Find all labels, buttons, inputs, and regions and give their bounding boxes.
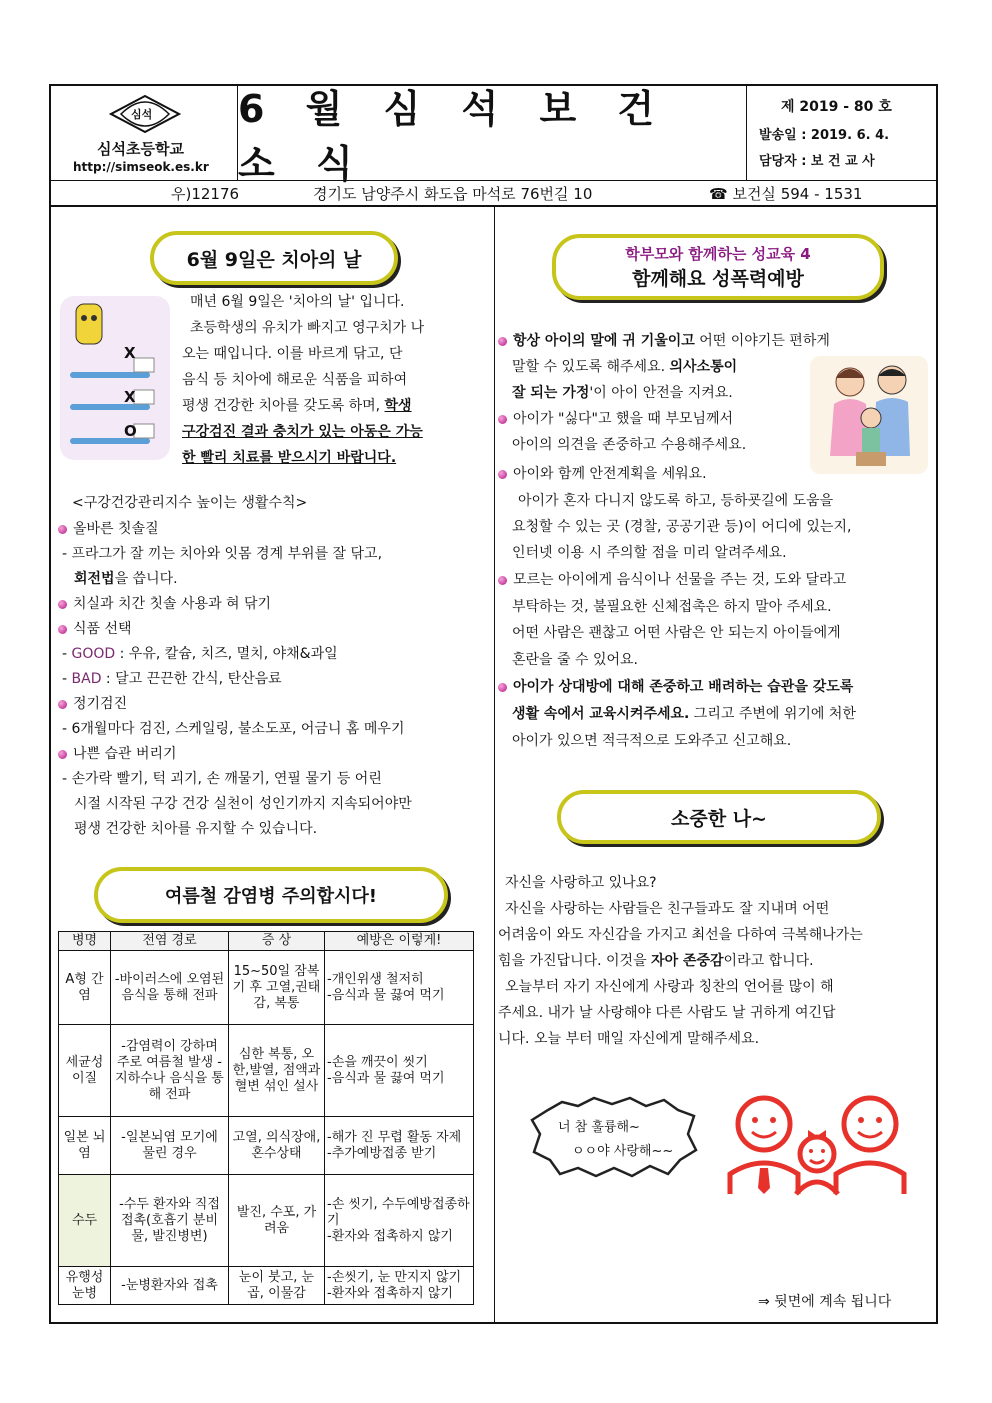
safety-line-12: 어떤 사람은 괜찮고 어떤 사람은 안 되는지 아이들에게 <box>512 625 841 641</box>
safety-line-15-rest: 그리고 주변에 위기에 처한 <box>689 706 856 722</box>
bullet-icon <box>58 525 67 534</box>
disease-table <box>58 931 474 1305</box>
column-divider <box>494 206 495 1324</box>
toothbrush-illustration <box>60 296 170 460</box>
school-url[interactable]: http://simseok.es.kr <box>73 160 209 174</box>
rule-1-end: 을 씁니다. <box>114 571 178 587</box>
rule-5-text-1: - 손가락 빨기, 턱 괴기, 손 깨물기, 연필 물기 등 어린 <box>62 771 382 787</box>
prevention-2: -음식과 물 끓여 먹기 <box>327 1070 445 1086</box>
teeth-intro-3: 오는 때입니다. 이를 바르게 닦고, 단 <box>182 346 403 362</box>
teeth-intro-5 <box>182 393 412 419</box>
disease-prevention <box>325 1175 474 1267</box>
newsletter-title: 6 월 심 석 보 건 소 식 <box>238 87 669 186</box>
teeth-intro-2: 초등학생의 유치가 빠지고 영구치가 나 <box>190 320 425 336</box>
safety-line-2-bold: 의사소통이 <box>669 359 738 375</box>
table-row <box>59 951 474 1025</box>
col-route: 전염 경로 <box>111 932 229 951</box>
prevention-2: -음식과 물 끓여 먹기 <box>327 987 445 1003</box>
rule-5 <box>58 741 177 767</box>
issue-date: 발송일 : 2019. 6. 4. <box>759 128 890 143</box>
prevention-2: -환자와 접촉하지 않기 <box>327 1285 453 1301</box>
prevention-1: -해가 진 무렵 활동 자제 <box>327 1129 462 1145</box>
rule-2-label: 치실과 치간 칫솔 사용과 혀 닦기 <box>73 596 272 612</box>
safety-line-7: 아이가 혼자 다니지 않도록 하고, 등하굣길에 도움을 <box>518 493 834 509</box>
summer-heading-box <box>94 867 448 923</box>
issue-author: 담당자 : 보 건 교 사 <box>759 154 875 169</box>
phone-number: ☎ 보건실 594 - 1531 <box>709 185 863 203</box>
precious-p4 <box>498 948 814 974</box>
safety-line-5: 아이의 의견을 존중하고 수용해주세요. <box>512 437 747 453</box>
bullet-icon <box>498 470 507 479</box>
school-logo-cell <box>51 86 238 180</box>
rule-4-text: - 6개월마다 검진, 스케일링, 불소도포, 어금니 홈 메우기 <box>62 721 405 737</box>
teeth-intro-underline-2: 구강검진 결과 충치가 있는 아동은 가능 <box>182 424 423 440</box>
safety-line-4 <box>498 406 733 432</box>
teeth-intro-4: 음식 등 치아에 해로운 식품을 피하여 <box>182 372 408 388</box>
disease-route: -일본뇌염 모기에 물린 경우 <box>111 1117 229 1175</box>
precious-p4-c: 이라고 합니다. <box>723 953 814 969</box>
precious-p3: 어려움이 와도 자신감을 가지고 최선을 다하여 극복해나가는 <box>498 927 863 943</box>
safety-line-1-rest: 어떤 이야기든 편하게 <box>694 333 830 349</box>
teeth-intro-underline-1: 학생 <box>384 398 412 414</box>
rule-3-bad: - BAD : 달고 끈끈한 간식, 탄산음료 <box>62 671 282 687</box>
disease-route: -바이러스에 오염된 음식을 통해 전파 <box>111 951 229 1025</box>
smiley-family-icon <box>716 1088 914 1198</box>
safety-line-4-text: 아이가 "싫다"고 했을 때 부모님께서 <box>513 411 734 427</box>
safety-line-14-bold: 아이가 상대방에 대해 존중하고 배려하는 습관을 갖도록 <box>513 679 854 695</box>
safety-line-8: 요청할 수 있는 곳 (경찰, 공공기관 등)이 어디에 있는지, <box>512 519 852 535</box>
precious-p5: 오늘부터 자기 자신에게 사랑과 칭찬의 언어를 많이 해 <box>505 979 834 995</box>
teeth-day-heading-box <box>150 231 398 285</box>
safety-line-3 <box>512 380 733 406</box>
disease-name: 수두 <box>59 1175 111 1267</box>
safety-line-11: 부탁하는 것, 불필요한 신체접촉은 하지 말아 주세요. <box>512 599 832 615</box>
col-symptom: 증 상 <box>229 932 325 951</box>
speech-bubble-icon <box>528 1094 700 1180</box>
smiley-family-illustration <box>716 1088 914 1198</box>
prevention-1: -손을 깨끗이 씻기 <box>327 1054 428 1070</box>
good-label: GOOD <box>71 646 116 662</box>
disease-symptom: 눈이 붓고, 눈곱, 이물감 <box>229 1267 325 1305</box>
precious-p4-a: 힘을 가진답니다. 이것을 <box>498 953 652 969</box>
precious-p6: 주세요. 내가 날 사랑해야 다른 사람도 날 귀하게 여긴답 <box>498 1005 836 1021</box>
good-text: : 우유, 칼슘, 치즈, 멸치, 야채&과일 <box>115 646 338 662</box>
rule-1-bold: 회전법 <box>74 571 115 587</box>
table-header-row <box>59 932 474 951</box>
rule-1 <box>58 516 159 542</box>
disease-prevention <box>325 1025 474 1117</box>
disease-route: -감염력이 강하며 주로 여름철 발생 -지하수나 음식을 통해 전파 <box>111 1025 229 1117</box>
safety-heading-box <box>552 234 884 300</box>
school-name: 심석초등학교 <box>97 140 184 158</box>
safety-line-16: 아이가 있으면 적극적으로 도와주고 신고해요. <box>512 733 792 749</box>
bad-text: : 달고 끈끈한 간식, 탄산음료 <box>101 671 282 687</box>
precious-p1: 자신을 사랑하고 있나요? <box>505 875 657 891</box>
toothbrush-icon <box>60 296 170 460</box>
header <box>51 86 936 186</box>
bullet-icon <box>498 576 507 585</box>
teeth-intro-underline-3: 한 빨리 치료를 받으시기 바랍니다. <box>182 450 397 466</box>
disease-prevention <box>325 1117 474 1175</box>
safety-line-15-bold: 생활 속에서 교육시켜주세요. <box>512 706 690 722</box>
rule-1-text: - 프라그가 잘 끼는 치아와 잇몸 경계 부위를 잘 닦고, <box>62 546 383 562</box>
newsletter-title-cell <box>238 86 747 186</box>
safety-line-9: 인터넷 이용 시 주의할 점을 미리 알려주세요. <box>512 545 787 561</box>
speech-bubble <box>528 1094 700 1180</box>
safety-line-10 <box>498 567 846 593</box>
precious-p7: 니다. 오늘 부터 매일 자신에게 말해주세요. <box>498 1031 760 1047</box>
precious-heading: 소중한 나~ <box>671 807 767 830</box>
bullet-icon <box>58 625 67 634</box>
rule-5-text-2: 시절 시작된 구강 건강 실천이 성인기까지 지속되어야만 <box>74 796 412 812</box>
rule-3-label: 식품 선택 <box>73 621 132 637</box>
rule-1-label: 올바른 칫솔질 <box>73 521 159 537</box>
rule-3-good: - GOOD : 우유, 칼슘, 치즈, 멸치, 야채&과일 <box>62 646 338 662</box>
summer-heading: 여름철 감염병 주의합시다! <box>164 886 377 907</box>
table-row <box>59 1025 474 1117</box>
safety-line-2-text: 말할 수 있도록 해주세요. <box>512 359 666 375</box>
safety-line-13: 혼란을 줄 수 있어요. <box>512 652 638 668</box>
prevention-1: -손씻기, 눈 만지지 않기 <box>327 1269 462 1285</box>
safety-line-2 <box>512 354 737 380</box>
teeth-intro-1: 매년 6월 9일은 '치아의 날' 입니다. <box>190 294 405 310</box>
disease-name: 세균성 이질 <box>59 1025 111 1117</box>
safety-line-14 <box>498 674 853 700</box>
bullet-icon <box>58 750 67 759</box>
issue-number: 제 2019 - 80 호 <box>781 99 892 115</box>
precious-p4-bold: 자아 존중감 <box>651 953 724 969</box>
disease-symptom: 고열, 의식장애, 혼수상태 <box>229 1117 325 1175</box>
continue-note: ⇒ 뒷면에 계속 됩니다 <box>758 1294 892 1310</box>
bullet-icon <box>58 600 67 609</box>
safety-line-3-rest: '이 아이 안전을 지켜요. <box>589 385 733 401</box>
issue-info <box>747 86 936 180</box>
bad-label: BAD <box>71 671 102 687</box>
address-bar <box>51 181 936 207</box>
family-icon <box>810 356 928 474</box>
prevention-1: -손 씻기, 수두예방접종하기 <box>327 1196 470 1228</box>
teeth-intro-5-text: 평생 건강한 치아를 갖도록 하며, <box>182 398 381 414</box>
prevention-2: -환자와 접촉하지 않기 <box>327 1228 453 1244</box>
table-row <box>59 1117 474 1175</box>
safety-line-6 <box>498 461 707 487</box>
prevention-2: -추가예방접종 받기 <box>327 1145 437 1161</box>
disease-symptom: 심한 복통, 오한,발열, 점액과 혈변 섞인 설사 <box>229 1025 325 1117</box>
safety-line-1-bold: 항상 아이의 말에 귀 기울이고 <box>513 333 695 349</box>
rules-title: <구강건강관리지수 높이는 생활수칙> <box>72 495 308 511</box>
rule-2 <box>58 591 271 617</box>
rule-1-text-2 <box>74 566 178 592</box>
bubble-line-2: ㅇㅇ야 사랑해~~ <box>572 1144 674 1159</box>
mark-3: O <box>124 422 137 440</box>
safety-line-3-bold: 잘 되는 가정 <box>512 385 590 401</box>
rule-4 <box>58 691 127 717</box>
table-row <box>59 1175 474 1267</box>
bubble-line-1: 너 참 훌륭해~ <box>558 1120 640 1135</box>
disease-route: -수두 환자와 직접 접촉(호흡기 분비물, 발진병변) <box>111 1175 229 1267</box>
emblem-text: 심석 <box>131 108 153 121</box>
prevention-1: -개인위생 철저히 <box>327 971 424 987</box>
safety-line-1 <box>498 328 830 354</box>
mark-1: X <box>124 344 136 362</box>
bullet-icon <box>58 700 67 709</box>
rule-4-label: 정기검진 <box>73 696 128 712</box>
street-address: 경기도 남양주시 화도읍 마석로 76번길 10 <box>313 185 593 203</box>
safety-heading: 함께해요 성폭력예방 <box>632 268 804 290</box>
rule-5-text-3: 평생 건강한 치아를 유지할 수 있습니다. <box>74 821 318 837</box>
disease-symptom: 발진, 수포, 가려움 <box>229 1175 325 1267</box>
disease-symptom: 15~50일 잠복기 후 고열,권태감, 복통 <box>229 951 325 1025</box>
bullet-icon <box>498 337 507 346</box>
bullet-icon <box>498 415 507 424</box>
disease-name: A형 간염 <box>59 951 111 1025</box>
bullet-icon <box>498 683 507 692</box>
family-illustration <box>810 356 928 474</box>
disease-prevention <box>325 1267 474 1305</box>
precious-p2: 자신을 사랑하는 사람들은 친구들과도 잘 지내며 어떤 <box>505 901 830 917</box>
col-prevention: 예방은 이렇게! <box>325 932 474 951</box>
col-disease: 병명 <box>59 932 111 951</box>
disease-name: 일본 뇌염 <box>59 1117 111 1175</box>
safety-line-10-text: 모르는 아이에게 음식이나 선물을 주는 것, 도와 달라고 <box>513 572 847 588</box>
disease-name: 유행성 눈병 <box>59 1267 111 1305</box>
postcode: 우)12176 <box>171 185 240 203</box>
teeth-day-heading: 6월 9일은 치아의 날 <box>186 248 362 271</box>
mark-2: X <box>124 388 136 406</box>
disease-prevention <box>325 951 474 1025</box>
rule-3 <box>58 616 132 642</box>
precious-heading-box <box>557 790 881 844</box>
table-row <box>59 1267 474 1305</box>
rule-5-label: 나쁜 습관 버리기 <box>73 746 177 762</box>
disease-route: -눈병환자와 접촉 <box>111 1267 229 1305</box>
safety-line-15 <box>512 701 856 727</box>
safety-subheading: 학부모와 함께하는 성교육 4 <box>625 245 811 263</box>
safety-line-6-text: 아이와 함께 안전계획을 세워요. <box>513 466 707 482</box>
